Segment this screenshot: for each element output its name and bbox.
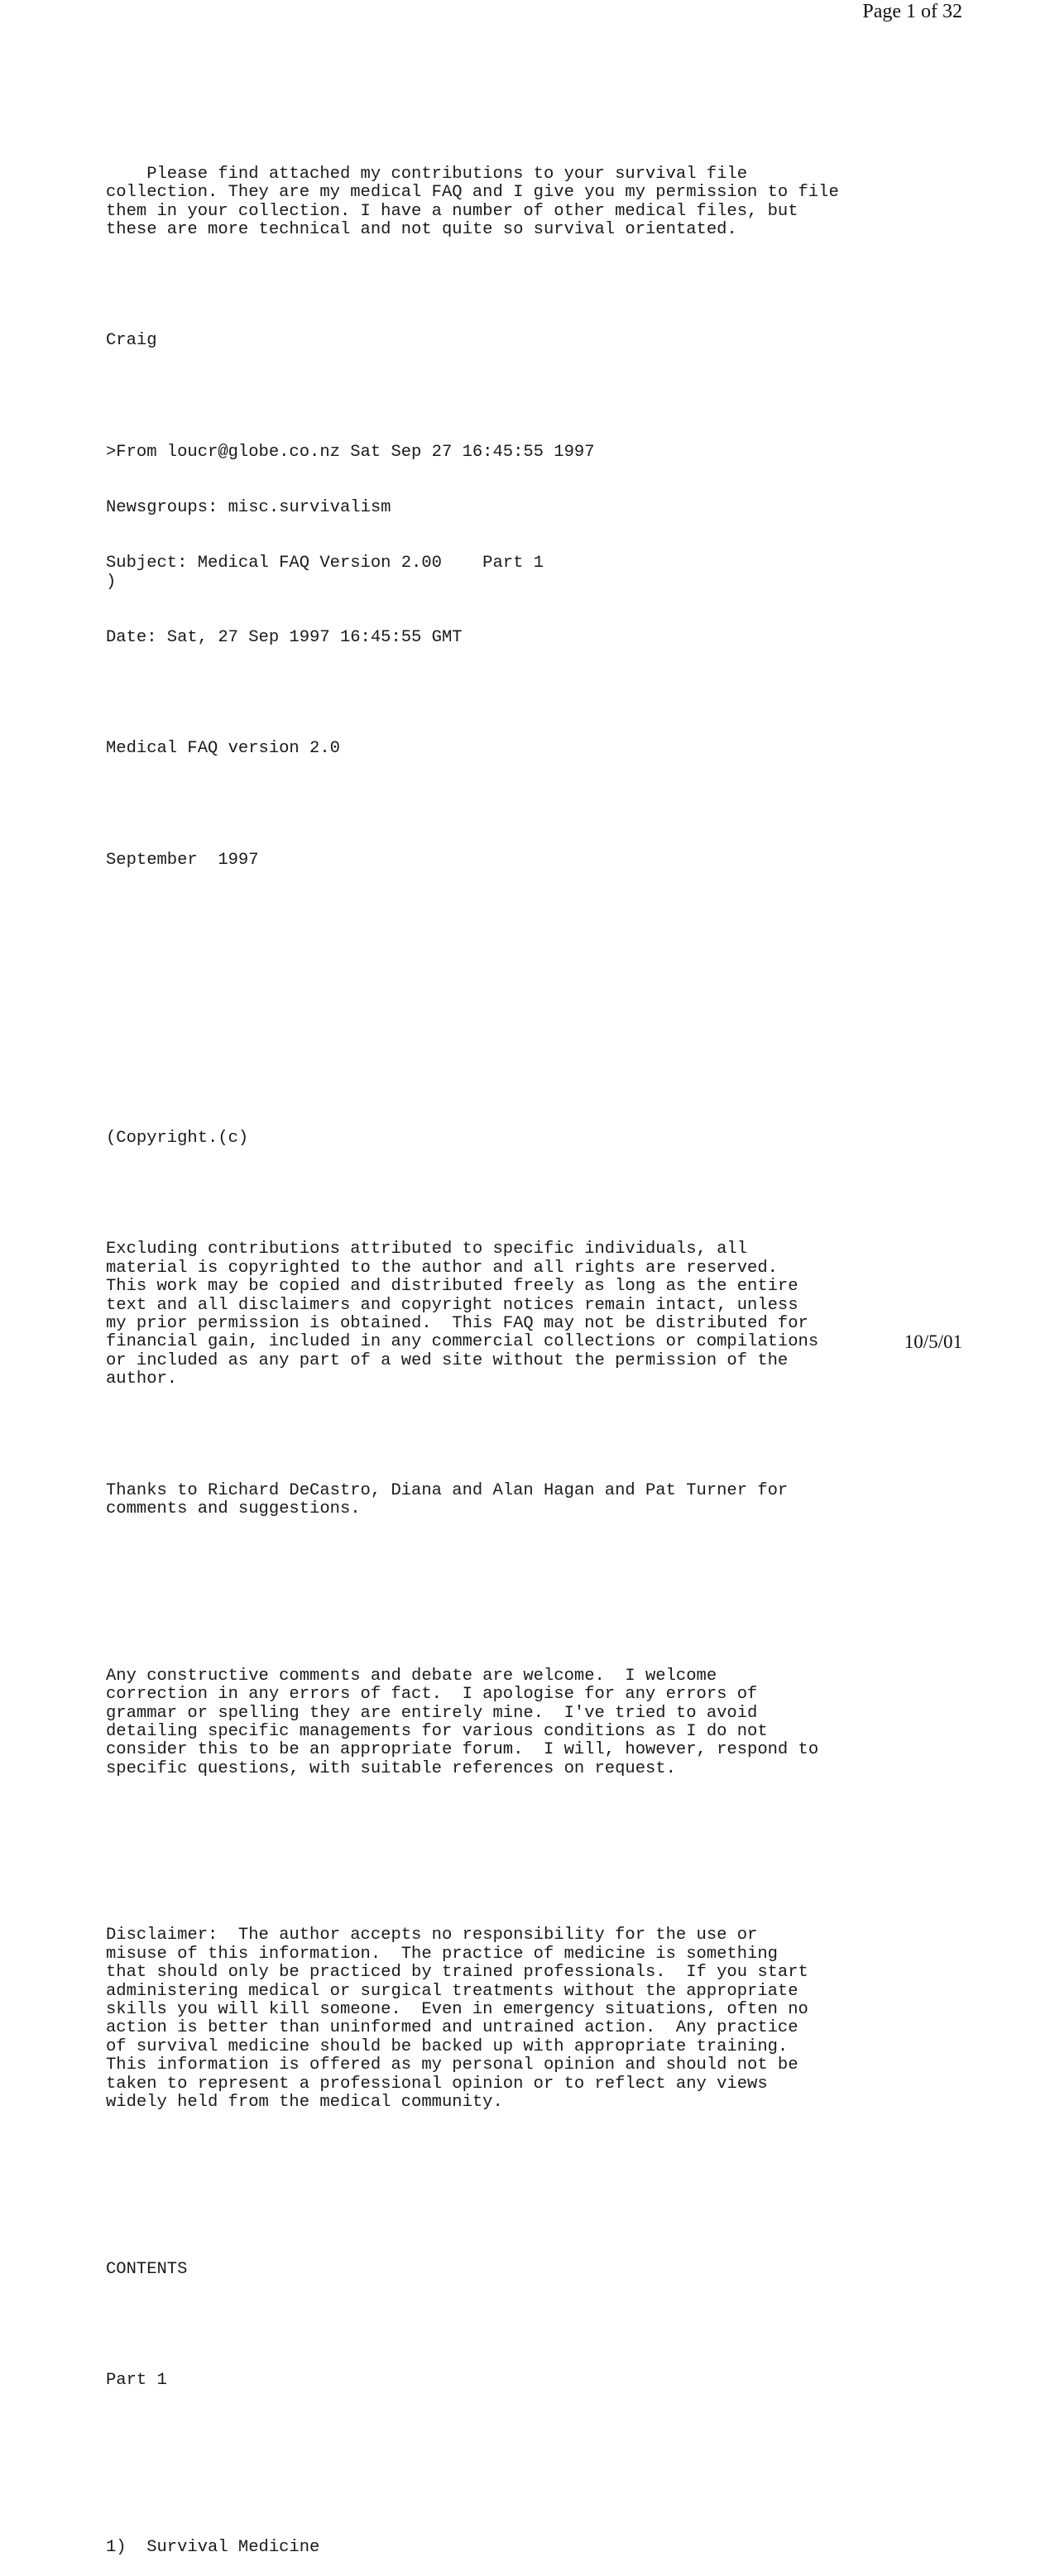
signature: Craig: [106, 331, 157, 351]
faq-title: Medical FAQ version 2.0: [106, 739, 340, 759]
faq-date: September 1997: [106, 850, 259, 870]
blank-line: [106, 907, 950, 925]
contents-heading: CONTENTS: [106, 2259, 188, 2279]
subject-line: Subject: Medical FAQ Version 2.00 Part 1 ): [106, 554, 544, 592]
blank-line: [106, 2483, 950, 2502]
document-body: [106, 128, 950, 2576]
comments-paragraph: Any constructive comments and debate are welcome. I welcome correction in any errors of fact. I apologise for any errors of grammar or spelling they are entirely mine. I've tried to avoid detailing specific managements for various conditions as I do not consider this to be an appropriate forum. I will, however, respond to specific questions, with suitable references on request.: [106, 1666, 819, 1778]
blank-line: [106, 388, 950, 406]
blank-line: [106, 2316, 950, 2334]
blank-line: [106, 1556, 950, 1574]
contents-item-1: 1) Survival Medicine: [106, 2537, 320, 2557]
blank-line: [106, 1426, 950, 1444]
copyright-heading: (Copyright.(c): [106, 1128, 249, 1148]
blank-line: [106, 1019, 950, 1037]
blank-line: [106, 2149, 950, 2167]
footer-date: 10/5/01: [904, 1331, 962, 1352]
copyright-paragraph: Excluding contributions attributed to specific individuals, all material is copyrighted to the author and all rights are reserved. This work may be copied and distributed freely as long as the entire text and all disclaimers and copyright notices remain intact, unless my prior permission is obtained. This FAQ may not be distributed for financial gain, included in any commercial collections or compilations or included as any part of a wed site without the permission of the author.: [106, 1240, 819, 1389]
part-label: Part 1: [106, 2371, 167, 2391]
blank-line: [106, 276, 950, 295]
blank-line: [106, 2205, 950, 2223]
blank-line: [106, 1612, 950, 1630]
thanks-paragraph: Thanks to Richard DeCastro, Diana and Alan Hagan and Pat Turner for comments and suggestions.: [106, 1480, 789, 1519]
blank-line: [106, 796, 950, 814]
blank-line: [106, 1074, 950, 1092]
intro-paragraph: Please find attached my contributions to your survival file collection. They are my medical FAQ and I give you my permission to file them in your collection. I have a number of other medical files, but these are more technical and not quite so survival orientated.: [106, 164, 839, 240]
blank-line: [106, 1185, 950, 1203]
blank-line: [106, 962, 950, 981]
blank-line: [106, 1816, 950, 1834]
page-number: Page 1 of 32: [862, 1, 962, 22]
newsgroups-line: Newsgroups: misc.survivalism: [106, 498, 391, 518]
blank-line: [106, 1871, 950, 1889]
disclaimer-paragraph: Disclaimer: The author accepts no responsibility for the use or misuse of this information. The practice of medicine is something that should only be practiced by trained professionals. If you start administering medical or surgical treatments without the appropriate skills you will kill someone. Even in emergency situations, often no action is better than uninformed and untrained action. Any practice of survival medicine should be backed up with appropriate training. This information is offered as my personal opinion and should not be taken to represent a professional opinion or to reflect any views widely held from the medical community.: [106, 1926, 808, 2113]
blank-line: [106, 2427, 950, 2445]
blank-line: [106, 684, 950, 703]
from-line: >From loucr@globe.co.nz Sat Sep 27 16:45:55 1997: [106, 442, 595, 462]
date-line: Date: Sat, 27 Sep 1997 16:45:55 GMT: [106, 627, 463, 647]
